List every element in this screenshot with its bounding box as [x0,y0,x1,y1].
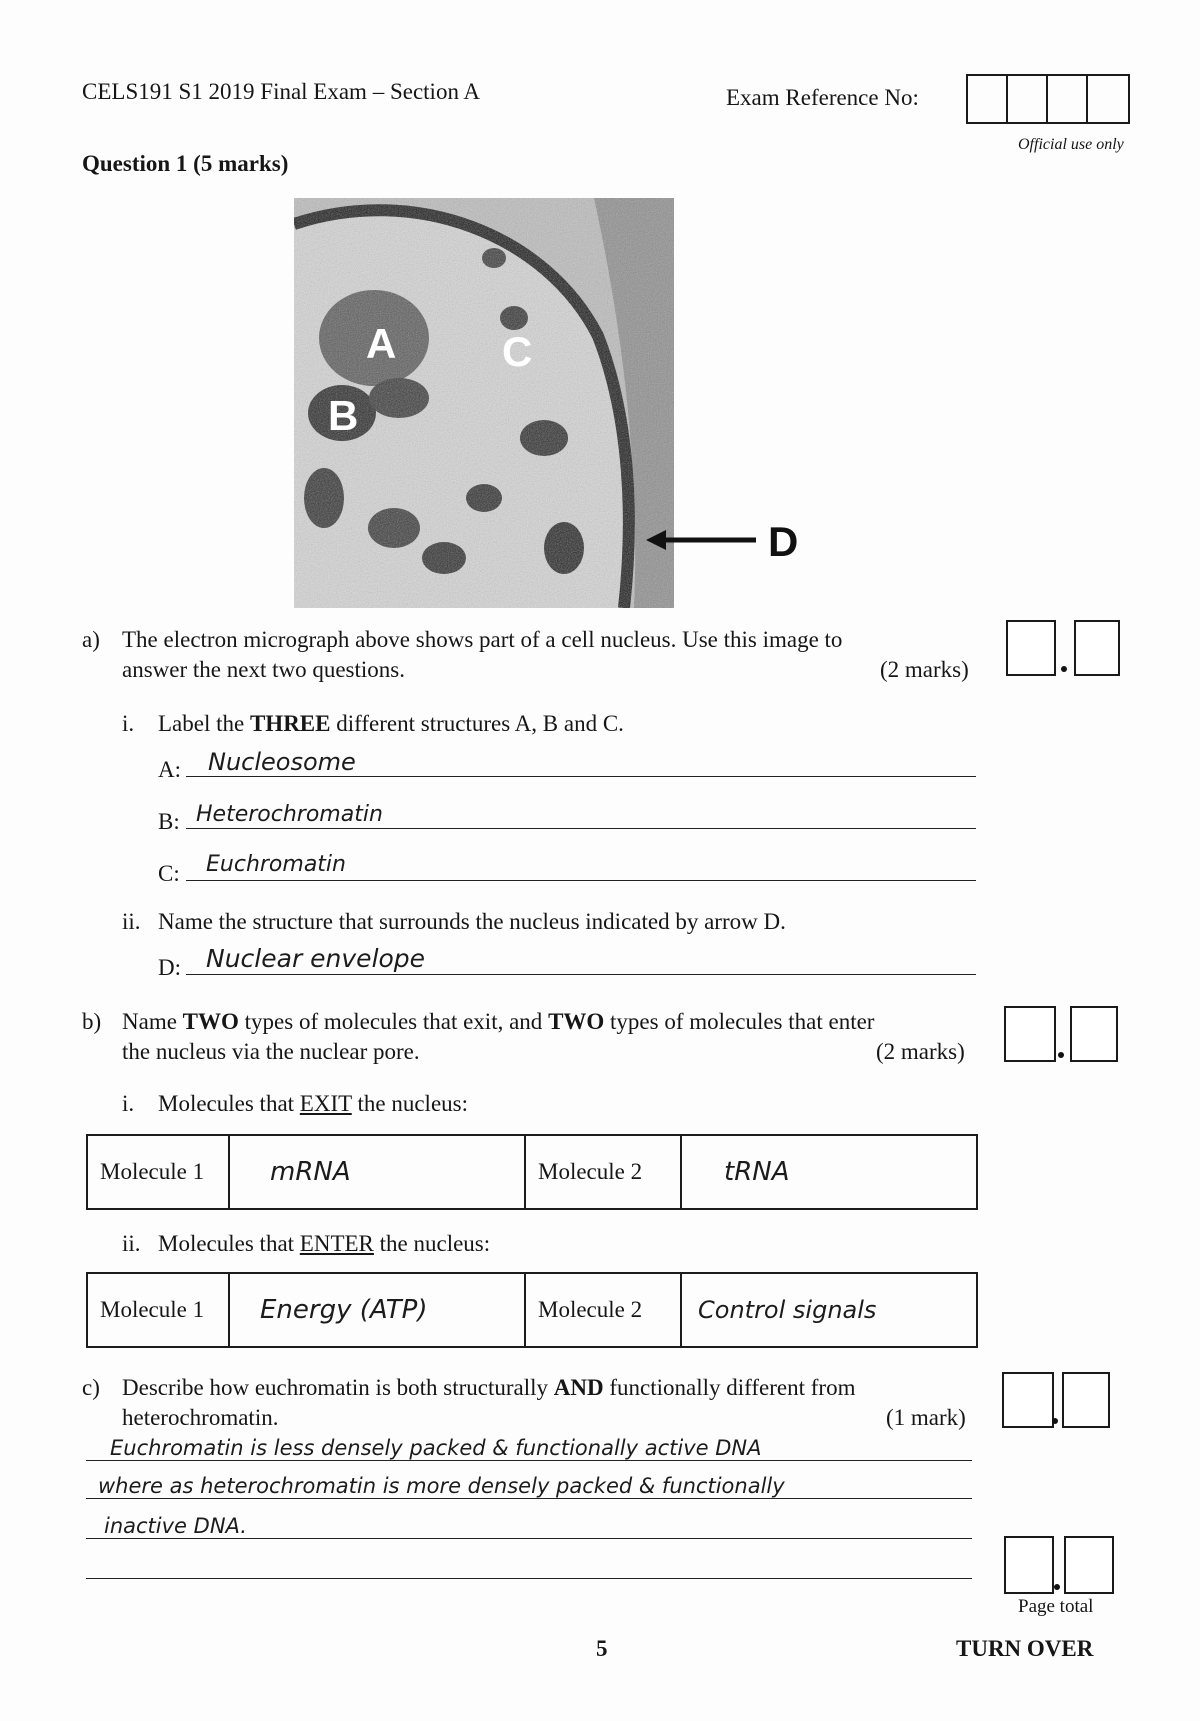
figure-label-c: C [502,328,533,375]
mark-box-c2 [1062,1372,1110,1428]
page-total-box1 [1004,1536,1054,1594]
exit-molecules-table [86,1134,978,1210]
part-a-i-num: i. [122,711,135,736]
exit-molecule-1-label: Molecule 1 [87,1135,229,1209]
answer-line-c2[interactable] [86,1498,972,1499]
answer-label-d: D: [158,955,181,980]
part-c-letter: c) [82,1375,100,1400]
part-b-enter-heading: Molecules that ENTER the nucleus: [158,1231,491,1256]
part-a-ii-instruction: Name the structure that surrounds the nucleus indicated by arrow D. [158,909,786,934]
decimal-dot [1058,1052,1064,1058]
answer-line-c4[interactable] [86,1578,972,1579]
page-total-label: Page total [1018,1596,1094,1617]
enter-molecule-2-field[interactable] [681,1273,977,1347]
answer-line-a[interactable] [186,776,976,777]
part-c-answer-line1: Euchromatin is less densely packed & functionally active DNA [110,1436,762,1460]
answer-a-handwritten: Nucleosome [208,748,356,776]
part-c-answer-line2: where as heterochromatin is more densely packed & functionally [98,1474,785,1498]
part-c-answer-line3: inactive DNA. [104,1514,247,1538]
mark-box-b2 [1070,1006,1118,1062]
answer-c-handwritten: Euchromatin [206,852,346,877]
enter-molecule-2-value: Control signals [698,1296,877,1324]
part-b-line2: the nucleus via the nuclear pore. [122,1039,420,1064]
part-b-exit-heading: Molecules that EXIT the nucleus: [158,1091,468,1116]
answer-label-c: C: [158,861,180,886]
part-c-line2: heterochromatin. [122,1405,279,1430]
exam-reference-boxes[interactable] [966,74,1130,124]
part-a-i-instruction: Label the THREE different structures A, B and C. [158,711,624,736]
part-a-line1: The electron micrograph above shows part of a cell nucleus. Use this image to [122,627,843,652]
answer-line-c3[interactable] [86,1538,972,1539]
mark-box-c1 [1002,1372,1054,1428]
mark-box-a1 [1006,620,1056,676]
enter-molecules-table [86,1272,978,1348]
mark-box-a2 [1074,620,1120,676]
enter-molecule-1-label: Molecule 1 [87,1273,229,1347]
part-c-marks: (1 mark) [886,1405,966,1430]
part-a-letter: a) [82,627,100,652]
exam-reference-label: Exam Reference No: [726,85,919,110]
answer-label-b: B: [158,809,180,834]
part-a-line2: answer the next two questions. [122,657,405,682]
decimal-dot [1052,1418,1058,1424]
question-title: Question 1 (5 marks) [82,151,289,176]
exit-molecule-2-field[interactable] [681,1135,977,1209]
mark-box-b1 [1004,1006,1056,1062]
exit-molecule-2-value: tRNA [724,1157,790,1187]
answer-label-a: A: [158,757,181,782]
arrow-d-pointer [640,520,820,570]
page-total-box2 [1064,1536,1114,1594]
official-use-note: Official use only [1018,136,1124,153]
answer-d-handwritten: Nuclear envelope [206,944,426,973]
exit-molecule-1-value: mRNA [270,1157,351,1187]
answer-line-d[interactable] [186,974,976,975]
enter-molecule-1-value: Energy (ATP) [260,1295,428,1325]
part-b-line1: Name TWO types of molecules that exit, and TWO types of molecules that enter [122,1009,875,1034]
page-number: 5 [596,1636,608,1661]
exam-title: CELS191 S1 2019 Final Exam – Section A [82,79,481,104]
enter-molecule-2-label: Molecule 2 [525,1273,681,1347]
part-b-ii-num: ii. [122,1231,141,1256]
part-b-letter: b) [82,1009,102,1034]
exit-molecule-1-field[interactable] [229,1135,525,1209]
exit-molecule-2-label: Molecule 2 [525,1135,681,1209]
part-b-i-num: i. [122,1091,135,1116]
part-b-marks: (2 marks) [876,1039,965,1064]
answer-b-handwritten: Heterochromatin [196,802,383,827]
figure-label-b: B [328,392,359,439]
turn-over-label: TURN OVER [956,1636,1094,1661]
enter-molecule-1-field[interactable] [229,1273,525,1347]
decimal-dot [1054,1584,1060,1590]
figure-label-d: D [768,520,799,565]
figure-label-a: A [366,320,397,367]
answer-line-c[interactable] [186,880,976,881]
part-c-line1: Describe how euchromatin is both structurally AND functionally different from [122,1375,856,1400]
answer-line-b[interactable] [186,828,976,829]
answer-line-c1[interactable] [86,1460,972,1461]
part-a-marks: (2 marks) [880,657,969,682]
decimal-dot [1061,666,1067,672]
nucleus-micrograph [294,198,674,608]
part-a-ii-num: ii. [122,909,141,934]
